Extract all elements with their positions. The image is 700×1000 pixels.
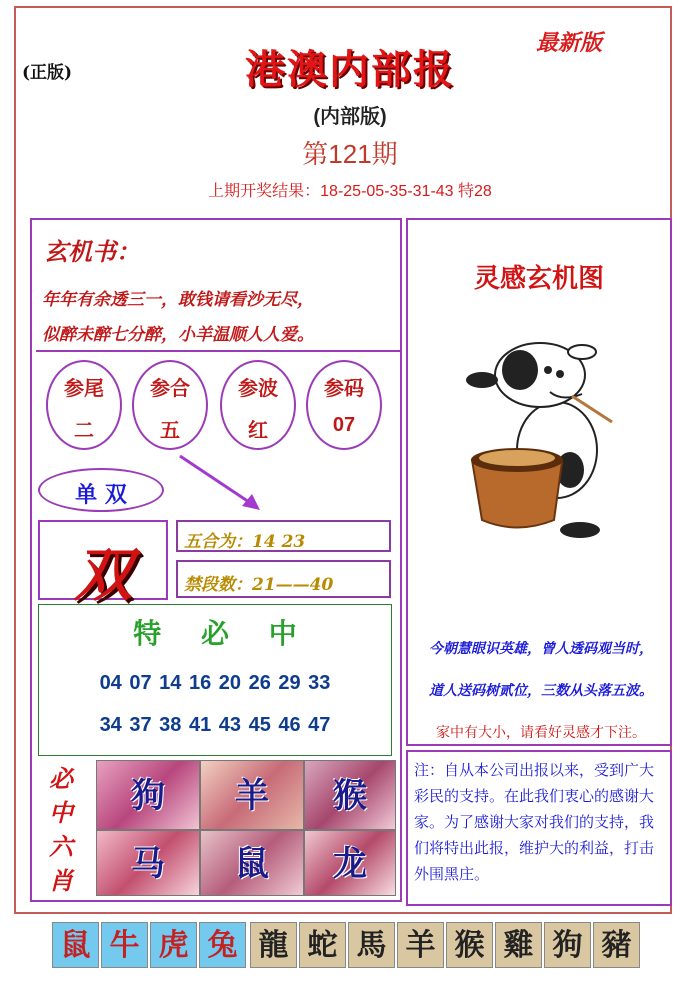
panel-title: 灵感玄机图 xyxy=(473,264,604,294)
big-char: 双 xyxy=(73,541,132,609)
newest-edition-label: 最新版 xyxy=(536,30,603,56)
tile-horse: 馬 xyxy=(348,922,395,968)
zodiac-photo-sheep: 羊 xyxy=(200,760,304,830)
poem-line-1: 今朝慧眼识英雄，曾人透码观当时， xyxy=(429,641,653,657)
zodiac-photo-horse: 马 xyxy=(96,830,200,896)
tile-tiger: 虎 xyxy=(150,922,197,968)
tile-pig: 豬 xyxy=(593,922,640,968)
tile-rabbit: 兔 xyxy=(199,922,246,968)
cow-illustration-icon xyxy=(462,330,622,540)
xuanji-line-1: 年年有余透三一，敢钱请看沙无尽， xyxy=(42,290,314,310)
zodiac-photo-rat: 鼠 xyxy=(200,830,304,896)
oval-value: 五 xyxy=(160,420,180,442)
zhuanjie-text: 禁段数：21——40 xyxy=(184,575,334,595)
notice-text: 注：自从本公司出报以来，受到广大彩民的支持。在此我们衷心的感谢大家。为了感谢大家对我们的支持，我们将特出此报，维护大的利益，打击外围黑庄。 xyxy=(414,762,655,883)
oval-label: 参尾 xyxy=(64,378,104,400)
wuhe-box xyxy=(176,520,391,552)
tile-sheep: 羊 xyxy=(397,922,444,968)
xuanji-line-2: 似醉未醉七分醉，小羊温顺人人爱。 xyxy=(42,325,314,345)
xuanji-heading: 玄机书： xyxy=(44,237,140,266)
issue-number: 第121期 xyxy=(302,139,398,169)
te-bi-zhong-heading: 特 必 中 xyxy=(133,617,297,650)
tile-dragon: 龍 xyxy=(250,922,297,968)
dan-shuang-oval xyxy=(38,468,164,512)
zhuanjie-box xyxy=(176,560,391,598)
last-result: 上期开奖结果：18-25-05-35-31-43 特28 xyxy=(208,183,492,200)
tile-ox: 牛 xyxy=(101,922,148,968)
oval-label: 参波 xyxy=(238,378,278,400)
notice-box xyxy=(406,750,672,906)
big-char-box xyxy=(38,520,168,609)
oval-value: 红 xyxy=(248,420,268,442)
tile-rat: 鼠 xyxy=(52,922,99,968)
tile-snake: 蛇 xyxy=(299,922,346,968)
oval-label: 参码 xyxy=(324,378,364,400)
oval-can-ma xyxy=(306,360,382,450)
zhengban-label: (正版) xyxy=(22,63,73,83)
zodiac-photo-dragon: 龙 xyxy=(304,830,396,896)
zodiac-photo-dog: 狗 xyxy=(96,760,200,830)
dan-shuang-text: 单 双 xyxy=(75,482,127,508)
te-numbers-row-1: 04 07 14 16 20 26 29 33 xyxy=(99,672,331,694)
wuhe-text: 五合为：14 23 xyxy=(184,532,306,552)
oval-can-wei xyxy=(46,360,122,450)
tile-dog: 狗 xyxy=(544,922,591,968)
oval-value: 07 xyxy=(332,414,356,436)
te-numbers-row-2: 34 37 38 41 43 45 46 47 xyxy=(99,714,331,736)
oval-can-bo xyxy=(220,360,296,450)
arrow-icon xyxy=(170,450,270,520)
poem-line-2: 道人送码树贰位，三数从头落五波。 xyxy=(429,683,653,699)
note-line: 家中有大小，请看好灵感才下注。 xyxy=(436,724,646,740)
bi-zhong-liu-xiao: 必中六肖 xyxy=(49,764,73,895)
oval-value: 二 xyxy=(74,420,94,442)
oval-label: 参合 xyxy=(150,378,190,400)
page-title: 港澳内部报 xyxy=(245,46,455,93)
zodiac-photo-monkey: 猴 xyxy=(304,760,396,830)
tile-rooster: 雞 xyxy=(495,922,542,968)
oval-can-he xyxy=(132,360,208,450)
tile-monkey: 猴 xyxy=(446,922,493,968)
subtitle: (内部版) xyxy=(313,106,387,128)
